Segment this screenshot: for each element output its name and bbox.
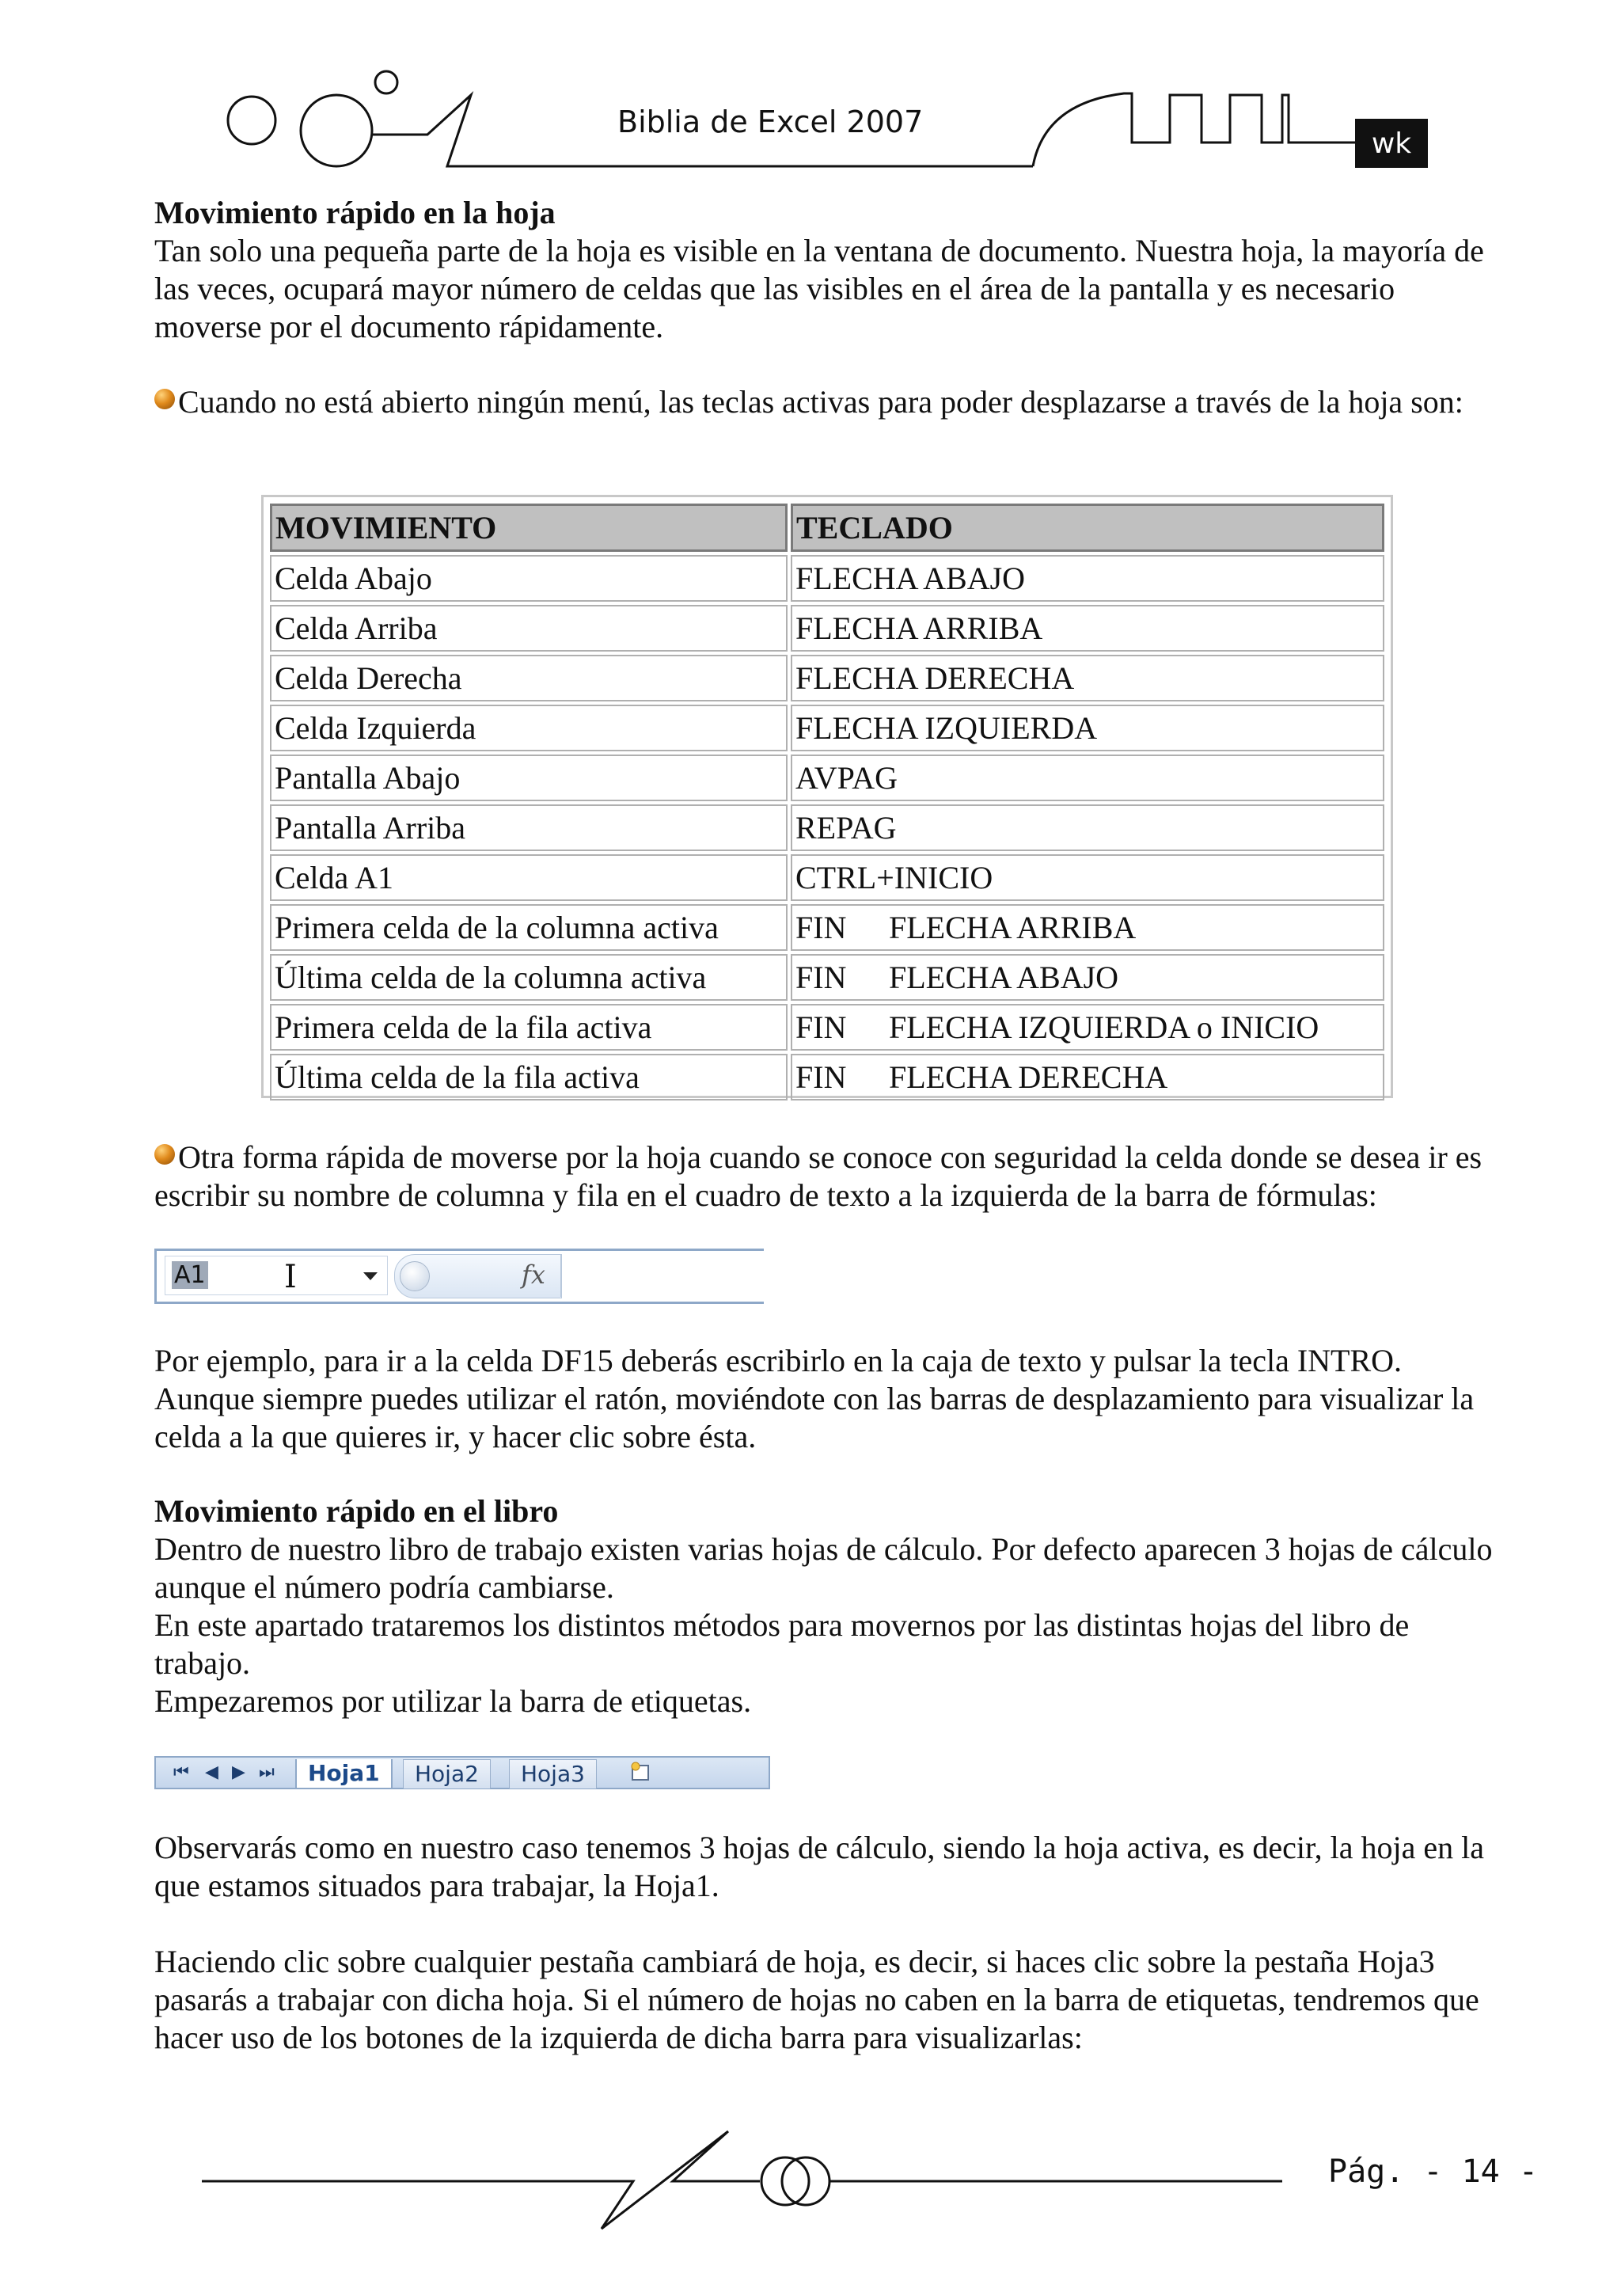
footer-circle-left — [761, 2157, 809, 2205]
header-movimiento: MOVIMIENTO — [270, 504, 788, 552]
keyboard-cell — [791, 804, 1384, 851]
keyboard-cell — [791, 1004, 1384, 1051]
intro-paragraph: Tan solo una pequeña parte de la hoja es visible en la ventana de documento. Nuestra hoja, la mayoría de las veces, ocupará mayor número de celdas que las visibles en el área de la pantalla y es necesario moverse por el documento rápidamente. — [154, 233, 1484, 344]
key-combo: FLECHA ARRIBA — [795, 610, 1043, 646]
table-row — [270, 1054, 1384, 1100]
key-combo: FLECHA ABAJO — [795, 561, 1026, 596]
fin-key: FIN — [795, 1059, 847, 1095]
name-box-value: A1 — [172, 1261, 208, 1289]
bullet-text: Otra forma rápida de moverse por la hoja cuando se conoce con seguridad la celda donde se desea ir es escribir su nombre de columna y fila en el cuadro de texto a la izquierda de la barra de fórmulas: — [154, 1139, 1482, 1213]
insert-sheet-icon[interactable] — [629, 1761, 653, 1783]
keyboard-cell — [791, 755, 1384, 801]
keyboard-cell — [791, 605, 1384, 652]
insert-function-icon[interactable]: fx — [522, 1260, 545, 1290]
keyboard-cell — [791, 1054, 1384, 1100]
header-title: Biblia de Excel 2007 — [617, 105, 924, 139]
dropdown-arrow-icon[interactable] — [363, 1272, 378, 1280]
example-line1: Por ejemplo, para ir a la celda DF15 deberás escribirlo en la caja de texto y pulsar la tecla INTRO. — [154, 1343, 1403, 1378]
key-combo: FLECHA ABAJO — [889, 960, 1119, 995]
keyboard-cell — [791, 954, 1384, 1001]
movement-cell: Última celda de la columna activa — [270, 954, 788, 1001]
observation-text: Observarás como en nuestro caso tenemos 3 hojas de cálculo, siendo la hoja activa, es decir, la hoja en la que estamos situados para trabajar, la Hoja1. — [154, 1830, 1485, 1903]
shortcut-table — [261, 495, 1393, 1098]
key-combo: AVPAG — [795, 760, 898, 796]
keyboard-cell — [791, 555, 1384, 602]
footer-left-line — [202, 2131, 760, 2229]
header-teclado: TECLADO — [791, 504, 1384, 552]
round-button-icon[interactable] — [400, 1261, 430, 1291]
fin-key: FIN — [795, 1009, 847, 1045]
name-box[interactable] — [165, 1256, 388, 1295]
section-heading: Movimiento rápido en la hoja — [154, 195, 556, 230]
key-combo: FLECHA ARRIBA — [889, 910, 1137, 945]
header-badge: wk — [1355, 119, 1428, 168]
keyboard-cell — [791, 904, 1384, 951]
movement-cell: Pantalla Abajo — [270, 755, 788, 801]
movement-cell: Celda Arriba — [270, 605, 788, 652]
key-combo: FLECHA IZQUIERDA o INICIO — [889, 1009, 1319, 1045]
table-row — [270, 854, 1384, 901]
key-combo: REPAG — [795, 810, 897, 846]
key-combo: CTRL+INICIO — [795, 860, 993, 895]
bullet-keys-paragraph — [154, 383, 1500, 421]
keyboard-cell — [791, 705, 1384, 751]
observation-paragraph — [154, 1829, 1500, 1905]
click-tab-paragraph — [154, 1943, 1500, 2057]
section-quick-move-book — [154, 1492, 1500, 1720]
next-sheet-icon[interactable]: ▶ — [232, 1762, 245, 1782]
book-line2: En este apartado trataremos los distintos métodos para movernos por las distintas hojas del libro de trabajo. — [154, 1607, 1410, 1681]
header-circle-small — [228, 97, 275, 144]
orange-bullet-icon — [154, 1144, 175, 1165]
orange-bullet-icon — [154, 389, 175, 409]
table-row — [270, 804, 1384, 851]
movement-cell: Última celda de la fila activa — [270, 1054, 788, 1100]
header-right-line — [1033, 93, 1355, 166]
bullet-formula-paragraph — [154, 1138, 1500, 1215]
tab-hoja1[interactable]: Hoja1 — [295, 1759, 393, 1788]
formula-button-area — [394, 1254, 562, 1298]
tab-hoja2[interactable]: Hoja2 — [403, 1759, 491, 1789]
page-number: Pág. - 14 - — [1328, 2153, 1538, 2190]
sheet-tabs-screenshot — [154, 1756, 770, 1789]
movement-cell: Pantalla Arriba — [270, 804, 788, 851]
key-combo: FLECHA IZQUIERDA — [795, 710, 1098, 746]
section-quick-move-sheet — [154, 194, 1500, 346]
keyboard-cell — [791, 854, 1384, 901]
table-row — [270, 1004, 1384, 1051]
divider — [560, 1254, 562, 1297]
movement-cell: Celda A1 — [270, 854, 788, 901]
movement-cell: Celda Abajo — [270, 555, 788, 602]
prev-sheet-icon[interactable]: ◀ — [205, 1762, 218, 1782]
first-sheet-icon[interactable]: ⏮ — [173, 1762, 189, 1782]
table-row — [270, 954, 1384, 1001]
table-row — [270, 605, 1384, 652]
fin-key: FIN — [795, 960, 847, 995]
table-row — [270, 755, 1384, 801]
example-paragraph — [154, 1342, 1500, 1456]
key-combo: FLECHA DERECHA — [795, 660, 1075, 696]
tab-hoja3[interactable]: Hoja3 — [509, 1759, 597, 1789]
header-circle-tiny — [375, 71, 397, 93]
fin-key: FIN — [795, 910, 847, 945]
movement-cell: Celda Izquierda — [270, 705, 788, 751]
text-cursor-icon: I — [284, 1259, 297, 1295]
formula-bar-screenshot — [154, 1249, 764, 1304]
movement-cell: Celda Derecha — [270, 655, 788, 701]
table-row — [270, 655, 1384, 701]
table-header-row — [270, 504, 1384, 552]
last-sheet-icon[interactable]: ⏭ — [259, 1762, 275, 1782]
table-row — [270, 705, 1384, 751]
table-row — [270, 555, 1384, 602]
header-circle-large — [301, 95, 372, 166]
example-line2: Aunque siempre puedes utilizar el ratón, moviéndote con las barras de desplazamiento para visualizar la celda a la que quieres ir, y hacer clic sobre ésta. — [154, 1381, 1475, 1454]
book-line1: Dentro de nuestro libro de trabajo existen varias hojas de cálculo. Por defecto aparecen 3 hojas de cálculo aunque el número podría cambiarse. — [154, 1531, 1493, 1605]
bullet-text: Cuando no está abierto ningún menú, las teclas activas para poder desplazarse a través de la hoja son: — [178, 384, 1463, 420]
footer-circle-right — [782, 2157, 829, 2205]
key-combo: FLECHA DERECHA — [889, 1059, 1168, 1095]
section-heading: Movimiento rápido en el libro — [154, 1493, 559, 1529]
click-tab-text: Haciendo clic sobre cualquier pestaña cambiará de hoja, es decir, si haces clic sobre la pestaña Hoja3 pasarás a trabajar con dicha hoja. Si el número de hojas no caben en la barra de etiquetas, tendremos que hacer uso de los botones de la izquierda de dicha barra para visualizarlas: — [154, 1944, 1479, 2055]
keyboard-cell — [791, 655, 1384, 701]
book-line3: Empezaremos por utilizar la barra de etiquetas. — [154, 1683, 752, 1719]
table-row — [270, 904, 1384, 951]
movement-cell: Primera celda de la columna activa — [270, 904, 788, 951]
movement-cell: Primera celda de la fila activa — [270, 1004, 788, 1051]
